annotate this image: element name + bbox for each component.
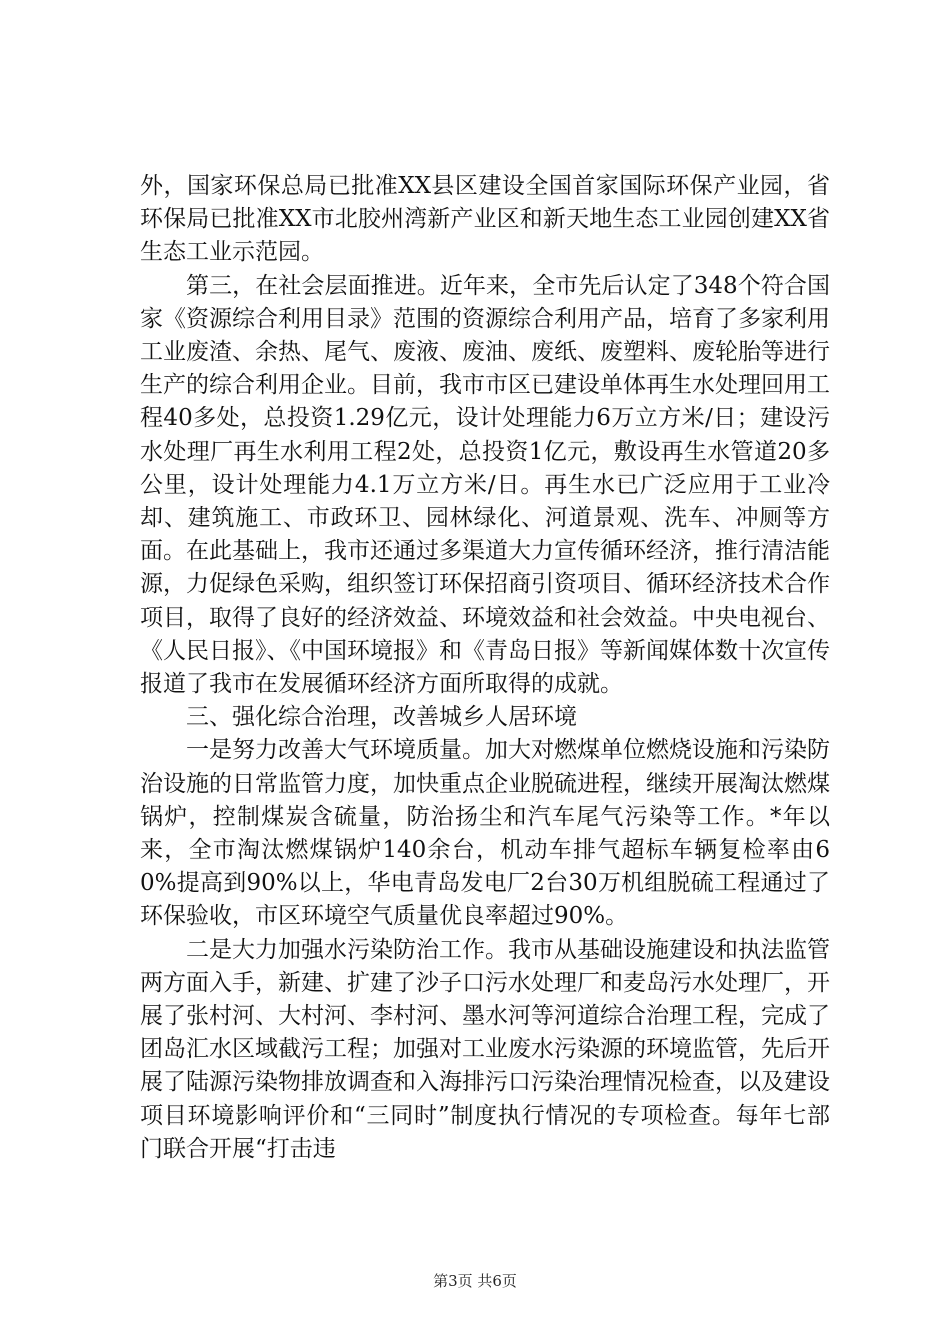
paragraph-air-quality: 一是努力改善大气环境质量。加大对燃煤单位燃烧设施和污染防治设施的日常监管力度，加快重点企业脱硫进程，继续开展淘汰燃煤锅炉，控制煤炭含硫量，防治扬尘和汽车尾气污染等工作。*年以来，全市淘汰燃煤锅炉140余台，机动车排气超标车辆复检率由60%提高到90%以上，华电青岛发电厂2台30万机组脱硫工程通过了环保验收，市区环境空气质量优良率超过90%。	[140, 737, 830, 930]
document-body	[140, 170, 830, 1166]
page-footer: 第3页 共6页	[433, 1272, 517, 1290]
paragraph-continuation: 外，国家环保总局已批准XX县区建设全国首家国际环保产业园，省环保局已批准XX市北胶州湾新产业区和新天地生态工业园创建XX省生态工业示范园。	[140, 173, 830, 266]
paragraph-water-pollution: 二是大力加强水污染防治工作。我市从基础设施建设和执法监管两方面入手，新建、扩建了沙子口污水处理厂和麦岛污水处理厂，开展了张村河、大村河、李村河、墨水河等河道综合治理工程，完成了团岛汇水区域截污工程；加强对工业废水污染源的环境监管，先后开展了陆源污染物排放调查和入海排污口污染治理情况检查，以及建设项目环境影响评价和“三同时”制度执行情况的专项检查。每年七部门联合开展“打击违	[140, 936, 830, 1162]
paragraph-social-level: 第三，在社会层面推进。近年来，全市先后认定了348个符合国家《资源综合利用目录》范围的资源综合利用产品，培育了多家利用工业废渣、余热、尾气、废液、废油、废纸、废塑料、废轮胎等进行生产的综合利用企业。目前，我市市区已建设单体再生水处理回用工程40多处，总投资1.29亿元，设计处理能力6万立方米/日；建设污水处理厂再生水利用工程2处，总投资1亿元，敷设再生水管道20多公里，设计处理能力4.1万立方米/日。再生水已广泛应用于工业冷却、建筑施工、市政环卫、园林绿化、河道景观、洗车、冲厕等方面。在此基础上，我市还通过多渠道大力宣传循环经济，推行清洁能源，力促绿色采购，组织签订环保招商引资项目、循环经济技术合作项目，取得了良好的经济效益、环境效益和社会效益。中央电视台、《人民日报》、《中国环境报》和《青岛日报》等新闻媒体数十次宣传报道了我市在发展循环经济方面所取得的成就。	[140, 272, 830, 698]
section-heading: 三、强化综合治理，改善城乡人居环境	[186, 704, 577, 731]
